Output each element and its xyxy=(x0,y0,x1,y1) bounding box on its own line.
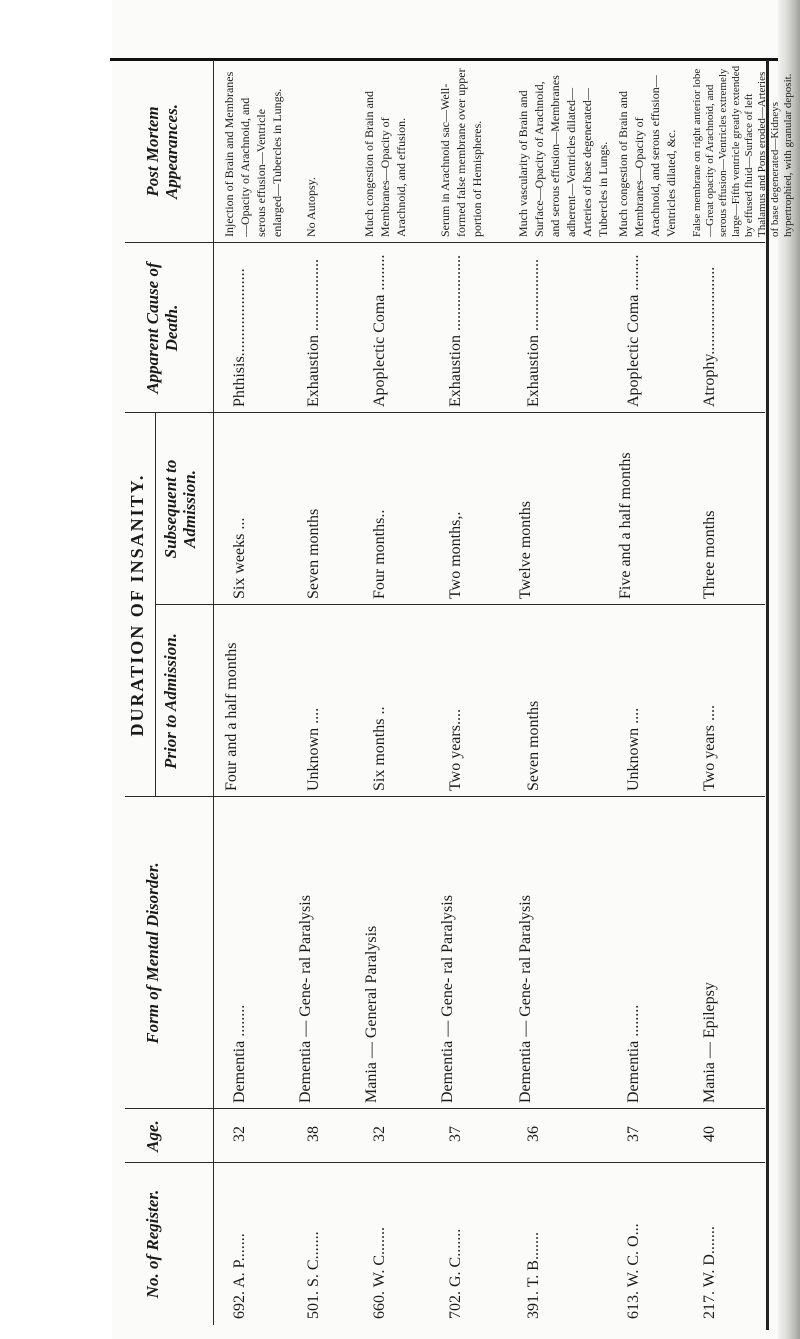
header-prior: Prior to Admission. xyxy=(161,633,180,769)
cell-cause: Exhaustion ................... xyxy=(447,255,464,407)
header-form: Form of Mental Disorder. xyxy=(143,862,162,1044)
table-row xyxy=(361,60,427,1325)
cell-register: 692. A. P....... xyxy=(231,1233,248,1319)
cell-cause: Apoplectic Coma ......... xyxy=(625,254,642,407)
table-row xyxy=(615,60,685,1325)
cell-postmortem: False membrane on right anterior lobe—Great opacity of Arachnoid, and serous effusion—Ventricles extremely large—Fifth ventricle greatly extended by effused fluid—Surface of left Thalamus and Pons eroded—Arteries of base degenerated—Kidneys hypertrophied, with granular deposit. xyxy=(691,65,794,237)
cell-prior: Seven months xyxy=(525,700,542,791)
cell-cause: Atrophy...................... xyxy=(701,266,718,407)
cell-postmortem: No Autopsy. xyxy=(304,177,318,237)
cell-prior: Two years .... xyxy=(701,705,718,791)
cell-register: 613. W. C. O... xyxy=(625,1223,642,1319)
cell-postmortem: Much congestion of Brain and Membranes—Opacity of Arachnoid, and serous effusion—Ventricles dilated, &c. xyxy=(616,75,678,237)
cell-cause: Apoplectic Coma ......... xyxy=(371,254,388,407)
header-subsequent: Subsequent to Admission. xyxy=(161,459,199,559)
cell-form: Dementia — Gene- ral Paralysis xyxy=(297,895,314,1103)
table-row xyxy=(295,60,353,1325)
cell-register: 217. W. D....... xyxy=(701,1226,718,1319)
cell-prior: Unknown .... xyxy=(305,707,322,791)
cell-age: 38 xyxy=(305,1126,322,1142)
cell-age: 37 xyxy=(447,1126,464,1142)
cell-age: 32 xyxy=(231,1126,248,1142)
table-row xyxy=(221,60,285,1325)
cell-subsequent: Two months,. xyxy=(447,511,464,599)
cell-postmortem: Much congestion of Brain and Membranes—Opacity of Arachnoid, and effusion. xyxy=(362,91,408,237)
table-right-border xyxy=(766,60,769,1330)
cell-age: 37 xyxy=(625,1126,642,1142)
cell-register: 660. W. C....... xyxy=(371,1226,388,1319)
cell-cause: Exhaustion .................. xyxy=(525,259,542,407)
cell-prior: Two years.... xyxy=(447,709,464,791)
cell-subsequent: Twelve months xyxy=(517,501,534,599)
cell-register: 702. G. C....... xyxy=(447,1228,464,1319)
table-row xyxy=(437,60,507,1325)
cell-subsequent: Three months xyxy=(701,510,718,599)
header-cause: Apparent Cause of Death. xyxy=(143,262,181,394)
header-postmortem: Post Mortem Appearances. xyxy=(143,104,181,199)
header-register: No. of Register. xyxy=(143,1189,162,1299)
header-divider xyxy=(213,60,214,1325)
page-margin xyxy=(0,0,112,1339)
cell-cause: Exhaustion .................. xyxy=(305,259,322,407)
cell-age: 36 xyxy=(525,1126,542,1142)
cell-age: 40 xyxy=(701,1126,718,1142)
cell-form: Mania — General Paralysis xyxy=(363,925,380,1103)
cell-form: Dementia — Gene- ral Paralysis xyxy=(517,895,534,1103)
cell-cause: Phthisis...................... xyxy=(231,268,248,407)
table-row xyxy=(691,60,794,1325)
header-duration: DURATION OF INSANITY. xyxy=(127,473,147,737)
cell-postmortem: Serum in Arachnoid sac—Well-formed false membrane over upper portion of Hemispheres. xyxy=(438,68,484,237)
cell-subsequent: Five and a half months xyxy=(617,452,634,599)
cell-register: 391. T. B....... xyxy=(525,1232,542,1319)
header-age: Age. xyxy=(143,1120,162,1152)
cell-postmortem: Injection of Brain and Membranes—Opacity of Arachnoid, and serous effusion—Ventricle enlarged—Tubercles in Lungs. xyxy=(222,71,284,237)
cell-age: 32 xyxy=(371,1126,388,1142)
table-row xyxy=(515,60,610,1325)
cell-prior: Four and a half months xyxy=(223,642,240,791)
cell-subsequent: Seven months xyxy=(305,508,322,599)
post-mortem-table xyxy=(125,60,794,1325)
duration-divider xyxy=(155,413,156,797)
cell-subsequent: Six weeks ... xyxy=(231,517,248,599)
cell-prior: Unknown .... xyxy=(625,707,642,791)
cell-postmortem: Much vascularity of Brain and Surface—Opacity of Arachnoid, and serous effusion—Membranes adherent—Ventricles dilated—Arteries of base degenerated—Tubercles in Lungs. xyxy=(516,75,610,237)
table-header-row xyxy=(125,60,213,1325)
cell-form: Dementia ........ xyxy=(231,1004,248,1103)
cell-prior: Six months .. xyxy=(371,706,388,791)
cell-form: Dementia — Gene- ral Paralysis xyxy=(439,895,456,1103)
cell-form: Mania — Epilepsy xyxy=(701,982,718,1103)
cell-register: 501. S. C....... xyxy=(305,1231,322,1319)
cell-subsequent: Four months.. xyxy=(371,509,388,599)
cell-form: Dementia ........ xyxy=(625,1004,642,1103)
